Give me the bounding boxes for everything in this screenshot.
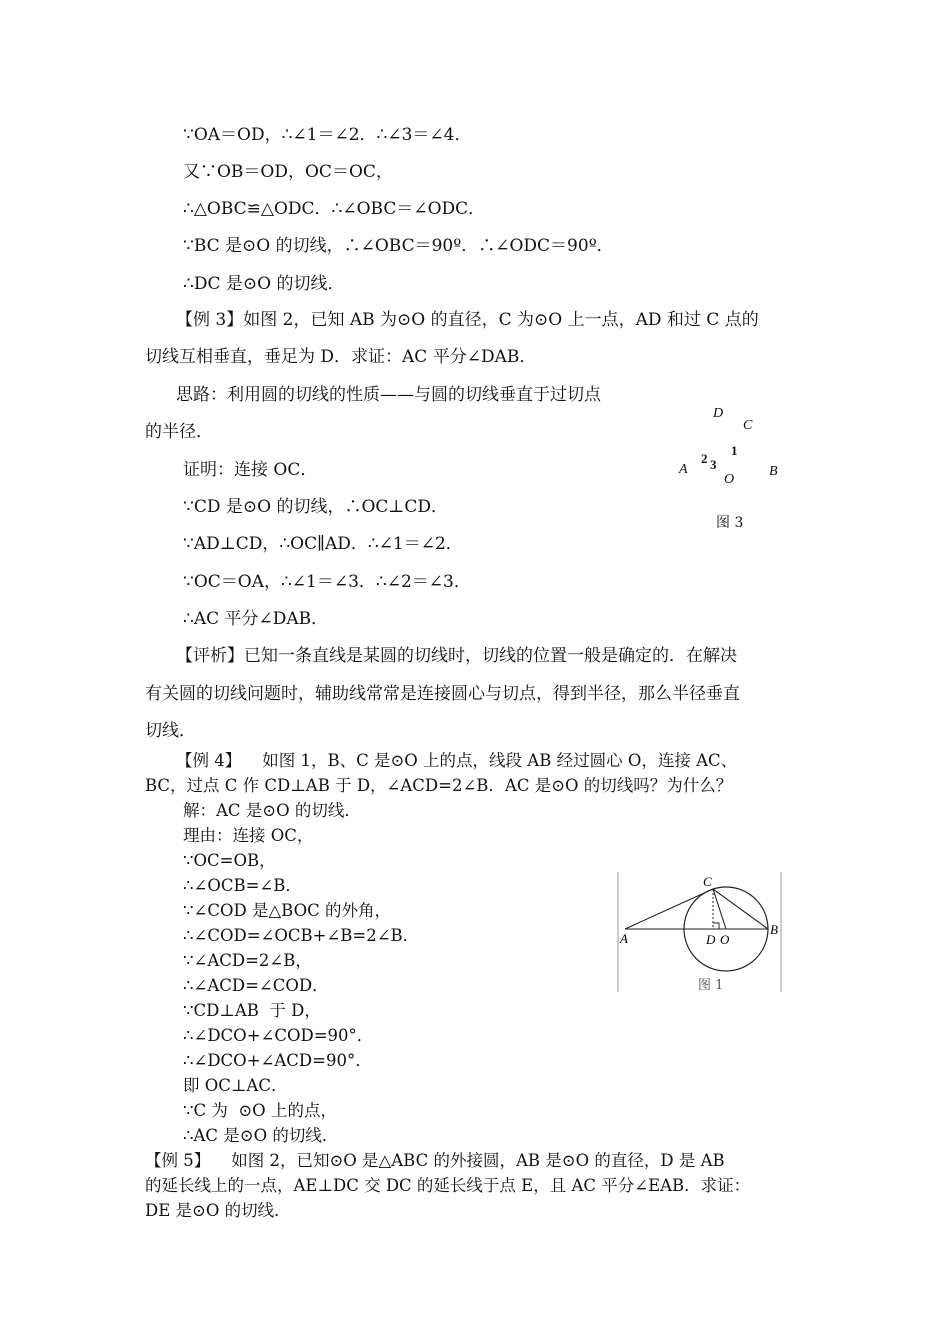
example3-idea: 思路：利用圆的切线的性质——与圆的切线垂直于过切点 (176, 385, 601, 405)
figure-label-b: B (769, 464, 778, 479)
solution-line: ∵∠ACD=2∠B， (183, 951, 312, 970)
proof-line: ∵BC 是⊙O 的切线，∴∠OBC＝90º．∴∠ODC＝90º． (183, 236, 614, 256)
solution-line: 即 OC⊥AC． (183, 1076, 288, 1095)
solution-line: ∵CD⊥AB 于 D， (183, 1001, 321, 1020)
solution-line: ∴∠DCO+∠ACD=90°． (183, 1051, 372, 1070)
figure-label-o: O (720, 932, 730, 947)
example5-line: 的延长线上的一点，AE⊥DC 交 DC 的延长线于点 E，且 AC 平分∠EAB．求证： (145, 1176, 751, 1195)
example3-question: 切线互相垂直，垂足为 D．求证：AC 平分∠DAB． (145, 347, 537, 367)
line-ac (625, 889, 713, 929)
proof-line: ∴△OBC≌△ODC．∴∠OBC＝∠ODC． (183, 199, 486, 219)
example3-question: 【例 3】如图 2，已知 AB 为⊙O 的直径，C 为⊙O 上一点，AD 和过 C 点的 (176, 310, 759, 330)
comment-line: 有关圆的切线问题时，辅助线常常是连接圆心与切点，得到半径，那么半径垂直 (145, 684, 740, 704)
proof-line: ∴AC 平分∠DAB． (183, 609, 329, 629)
figure-label-b: B (770, 922, 778, 937)
proof-line: ∵AD⊥CD，∴OC∥AD．∴∠1＝∠2． (183, 534, 463, 554)
figure-label-3: 3 (710, 457, 717, 472)
solution-line: ∵C 为 ⊙O 上的点， (183, 1101, 337, 1120)
figure-1 (617, 872, 783, 992)
solution-line: ∴AC 是⊙O 的切线． (183, 1126, 339, 1145)
proof-line: 证明：连接 OC． (183, 460, 318, 480)
figure-label-d: D (706, 932, 716, 947)
proof-line: ∵OA＝OD，∴∠1＝∠2．∴∠3＝∠4． (183, 125, 472, 145)
figure-label-d: D (713, 406, 724, 421)
figure-label-c: C (703, 874, 712, 889)
solution-line: 解：AC 是⊙O 的切线． (183, 801, 361, 820)
solution-line: ∴∠DCO+∠COD=90°． (183, 1026, 374, 1045)
figure-label-o: O (724, 472, 735, 487)
example5-line: DE 是⊙O 的切线． (145, 1201, 291, 1220)
figure-label-a: A (679, 462, 688, 477)
example3-idea: 的半径． (145, 422, 213, 442)
solution-line: ∴∠ACD=∠COD． (183, 976, 329, 995)
proof-line: 又∵OB＝OD，OC＝OC， (183, 162, 393, 182)
figure-label-a: A (620, 931, 628, 946)
figure-label-c: C (743, 418, 753, 433)
figure-caption: 图 1 (698, 978, 724, 992)
example5-line: 【例 5】 如图 2，已知⊙O 是△ABC 的外接圆，AB 是⊙O 的直径，D 是 AB (145, 1151, 725, 1170)
line-bc (713, 889, 768, 929)
comment-line: 切线． (145, 721, 196, 741)
figure-label-1: 1 (731, 443, 738, 458)
example4-question: 【例 4】 如图 1，B、C 是⊙O 上的点，线段 AB 经过圆心 O，连接 AC、 (176, 751, 738, 770)
proof-line: ∵OC＝OA，∴∠1＝∠3．∴∠2＝∠3． (183, 572, 471, 592)
solution-line: 理由：连接 OC， (183, 826, 314, 845)
example4-question: BC，过点 C 作 CD⊥AB 于 D，∠ACD=2∠B．AC 是⊙O 的切线吗？为什么？ (145, 776, 733, 795)
proof-line: ∵CD 是⊙O 的切线，∴OC⊥CD． (183, 497, 449, 517)
figure-caption: 图 3 (716, 515, 744, 531)
solution-line: ∵∠COD 是△BOC 的外角， (183, 901, 391, 920)
solution-line: ∵OC=OB， (183, 851, 276, 870)
figure-label-2: 2 (701, 451, 708, 466)
comment-line: 【评析】已知一条直线是某圆的切线时，切线的位置一般是确定的．在解决 (176, 646, 737, 666)
proof-line: ∴DC 是⊙O 的切线． (183, 274, 345, 294)
solution-line: ∴∠COD=∠OCB+∠B=2∠B． (183, 926, 420, 945)
solution-line: ∴∠OCB=∠B． (183, 876, 302, 895)
right-angle-mark (713, 923, 719, 929)
